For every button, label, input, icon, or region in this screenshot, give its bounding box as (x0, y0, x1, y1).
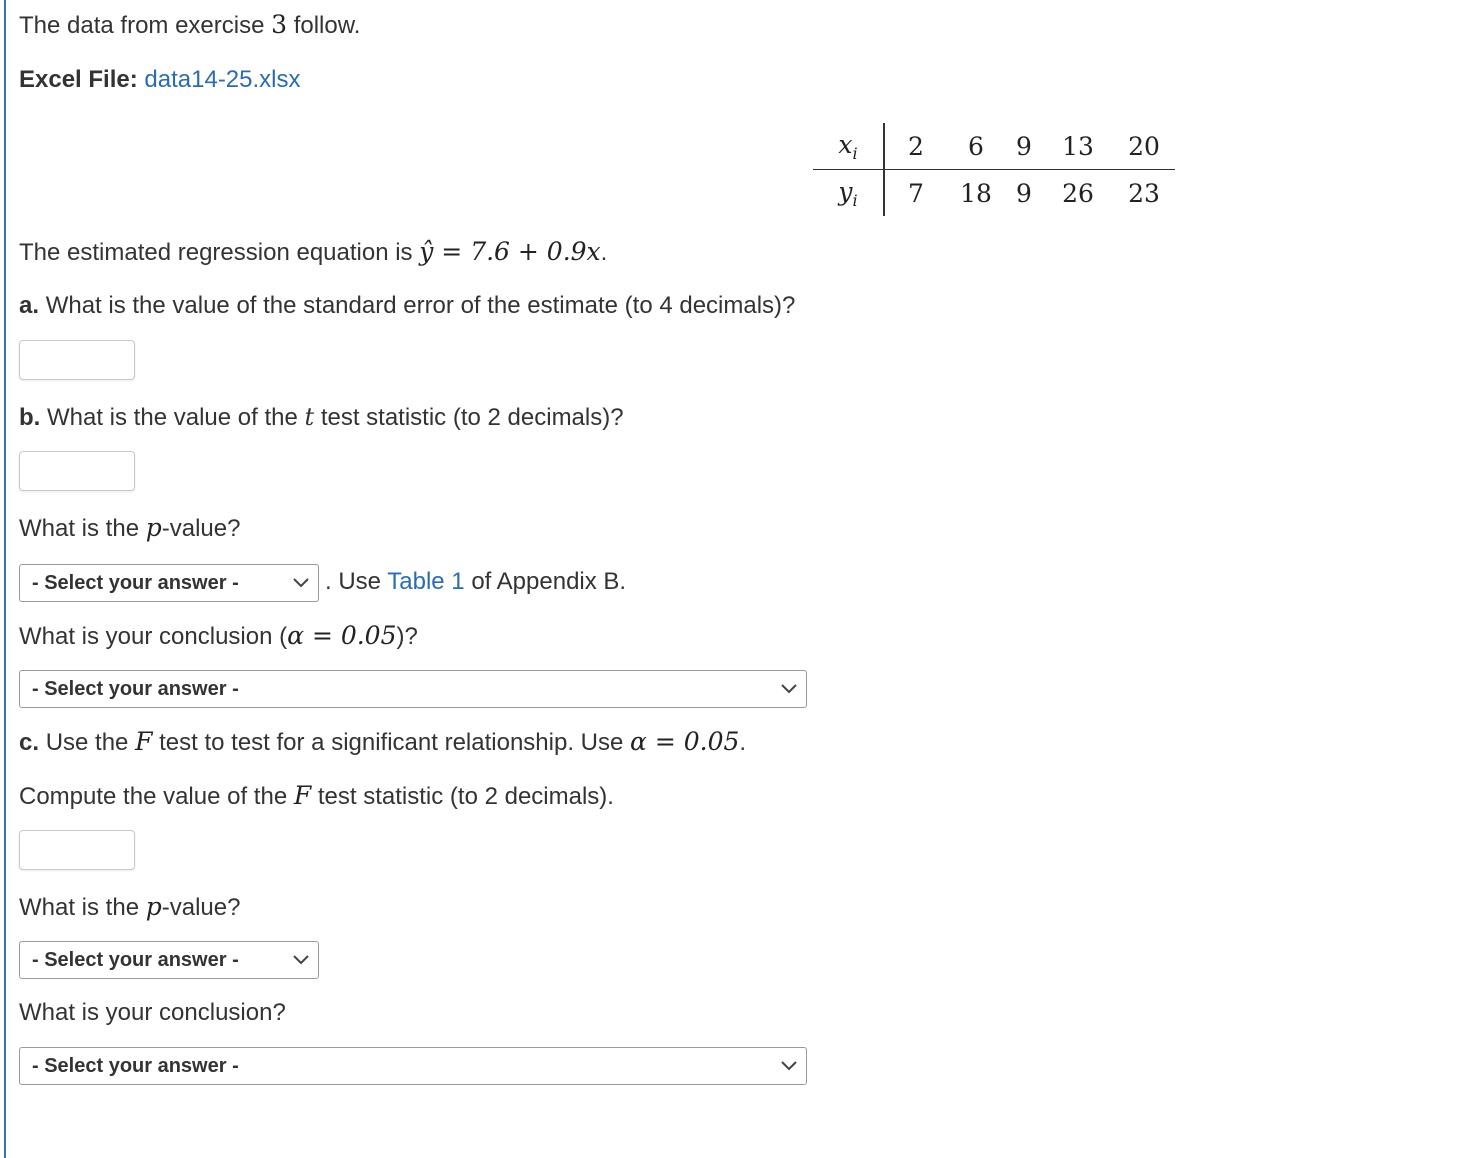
part-c-answer-input[interactable] (19, 830, 135, 870)
part-c-conclusion-select[interactable]: - Select your answer - (19, 1047, 807, 1085)
y-value: 7 (908, 178, 924, 208)
intro-line: The data from exercise 3 follow. (19, 10, 361, 39)
chevron-down-icon (780, 681, 798, 695)
left-accent-bar (4, 0, 6, 1158)
part-a-answer-input[interactable] (19, 340, 135, 380)
part-b-conclusion-select[interactable]: - Select your answer - (19, 670, 807, 708)
x-value: 6 (947, 123, 1005, 170)
excel-file-link[interactable]: data14-25.xlsx (144, 66, 301, 93)
part-c-compute-question: Compute the value of the F test statistic (to 2 decimals). (19, 781, 614, 810)
row-label-y: $y_i$ (813, 170, 884, 217)
part-c-question: c. Use the F test to test for a significant relationship. Use α = 0.05. (19, 727, 747, 756)
x-value: 20 (1113, 123, 1175, 170)
y-value: 18 (960, 178, 992, 208)
part-b-question: b. What is the value of the t test statistic (to 2 decimals)? (19, 403, 624, 431)
chevron-down-icon (292, 952, 310, 966)
part-c-conclusion-question: What is your conclusion? (19, 999, 286, 1026)
x-value: 13 (1043, 123, 1113, 170)
part-b-pvalue-select[interactable]: - Select your answer - (19, 564, 319, 602)
y-value: 23 (1128, 178, 1160, 208)
chevron-down-icon (292, 575, 310, 589)
data-table (813, 123, 1175, 216)
table-1-link[interactable]: Table 1 (387, 568, 465, 595)
y-value: 9 (1016, 178, 1032, 208)
part-b-pvalue-question: What is the p-value? (19, 513, 241, 542)
regression-line: The estimated regression equation is ŷ = 7.6 + 0.9x. (19, 237, 608, 266)
row-label-x: $x_i$ (813, 123, 884, 170)
regression-equation: ŷ = 7.6 + 0.9x (419, 237, 601, 266)
excel-label: Excel File: (19, 66, 138, 93)
chevron-down-icon (780, 1058, 798, 1072)
exercise-number: 3 (271, 10, 288, 39)
excel-file-line (19, 65, 301, 95)
part-a-question: a. What is the value of the standard error of the estimate (to 4 decimals)? (19, 292, 796, 319)
table-row-x (813, 123, 1175, 170)
part-c-pvalue-select[interactable]: - Select your answer - (19, 941, 319, 979)
x-value: 2 (884, 123, 947, 170)
x-value: 9 (1005, 123, 1043, 170)
part-b-answer-input[interactable] (19, 451, 135, 491)
table-row-y (813, 170, 1175, 217)
part-b-conclusion-question: What is your conclusion (α = 0.05)? (19, 621, 418, 650)
y-value: 26 (1062, 178, 1094, 208)
part-c-pvalue-question: What is the p-value? (19, 892, 241, 921)
question-content (19, 0, 1458, 1158)
part-b-table-reference: . Use Table 1 of Appendix B. (325, 568, 627, 595)
